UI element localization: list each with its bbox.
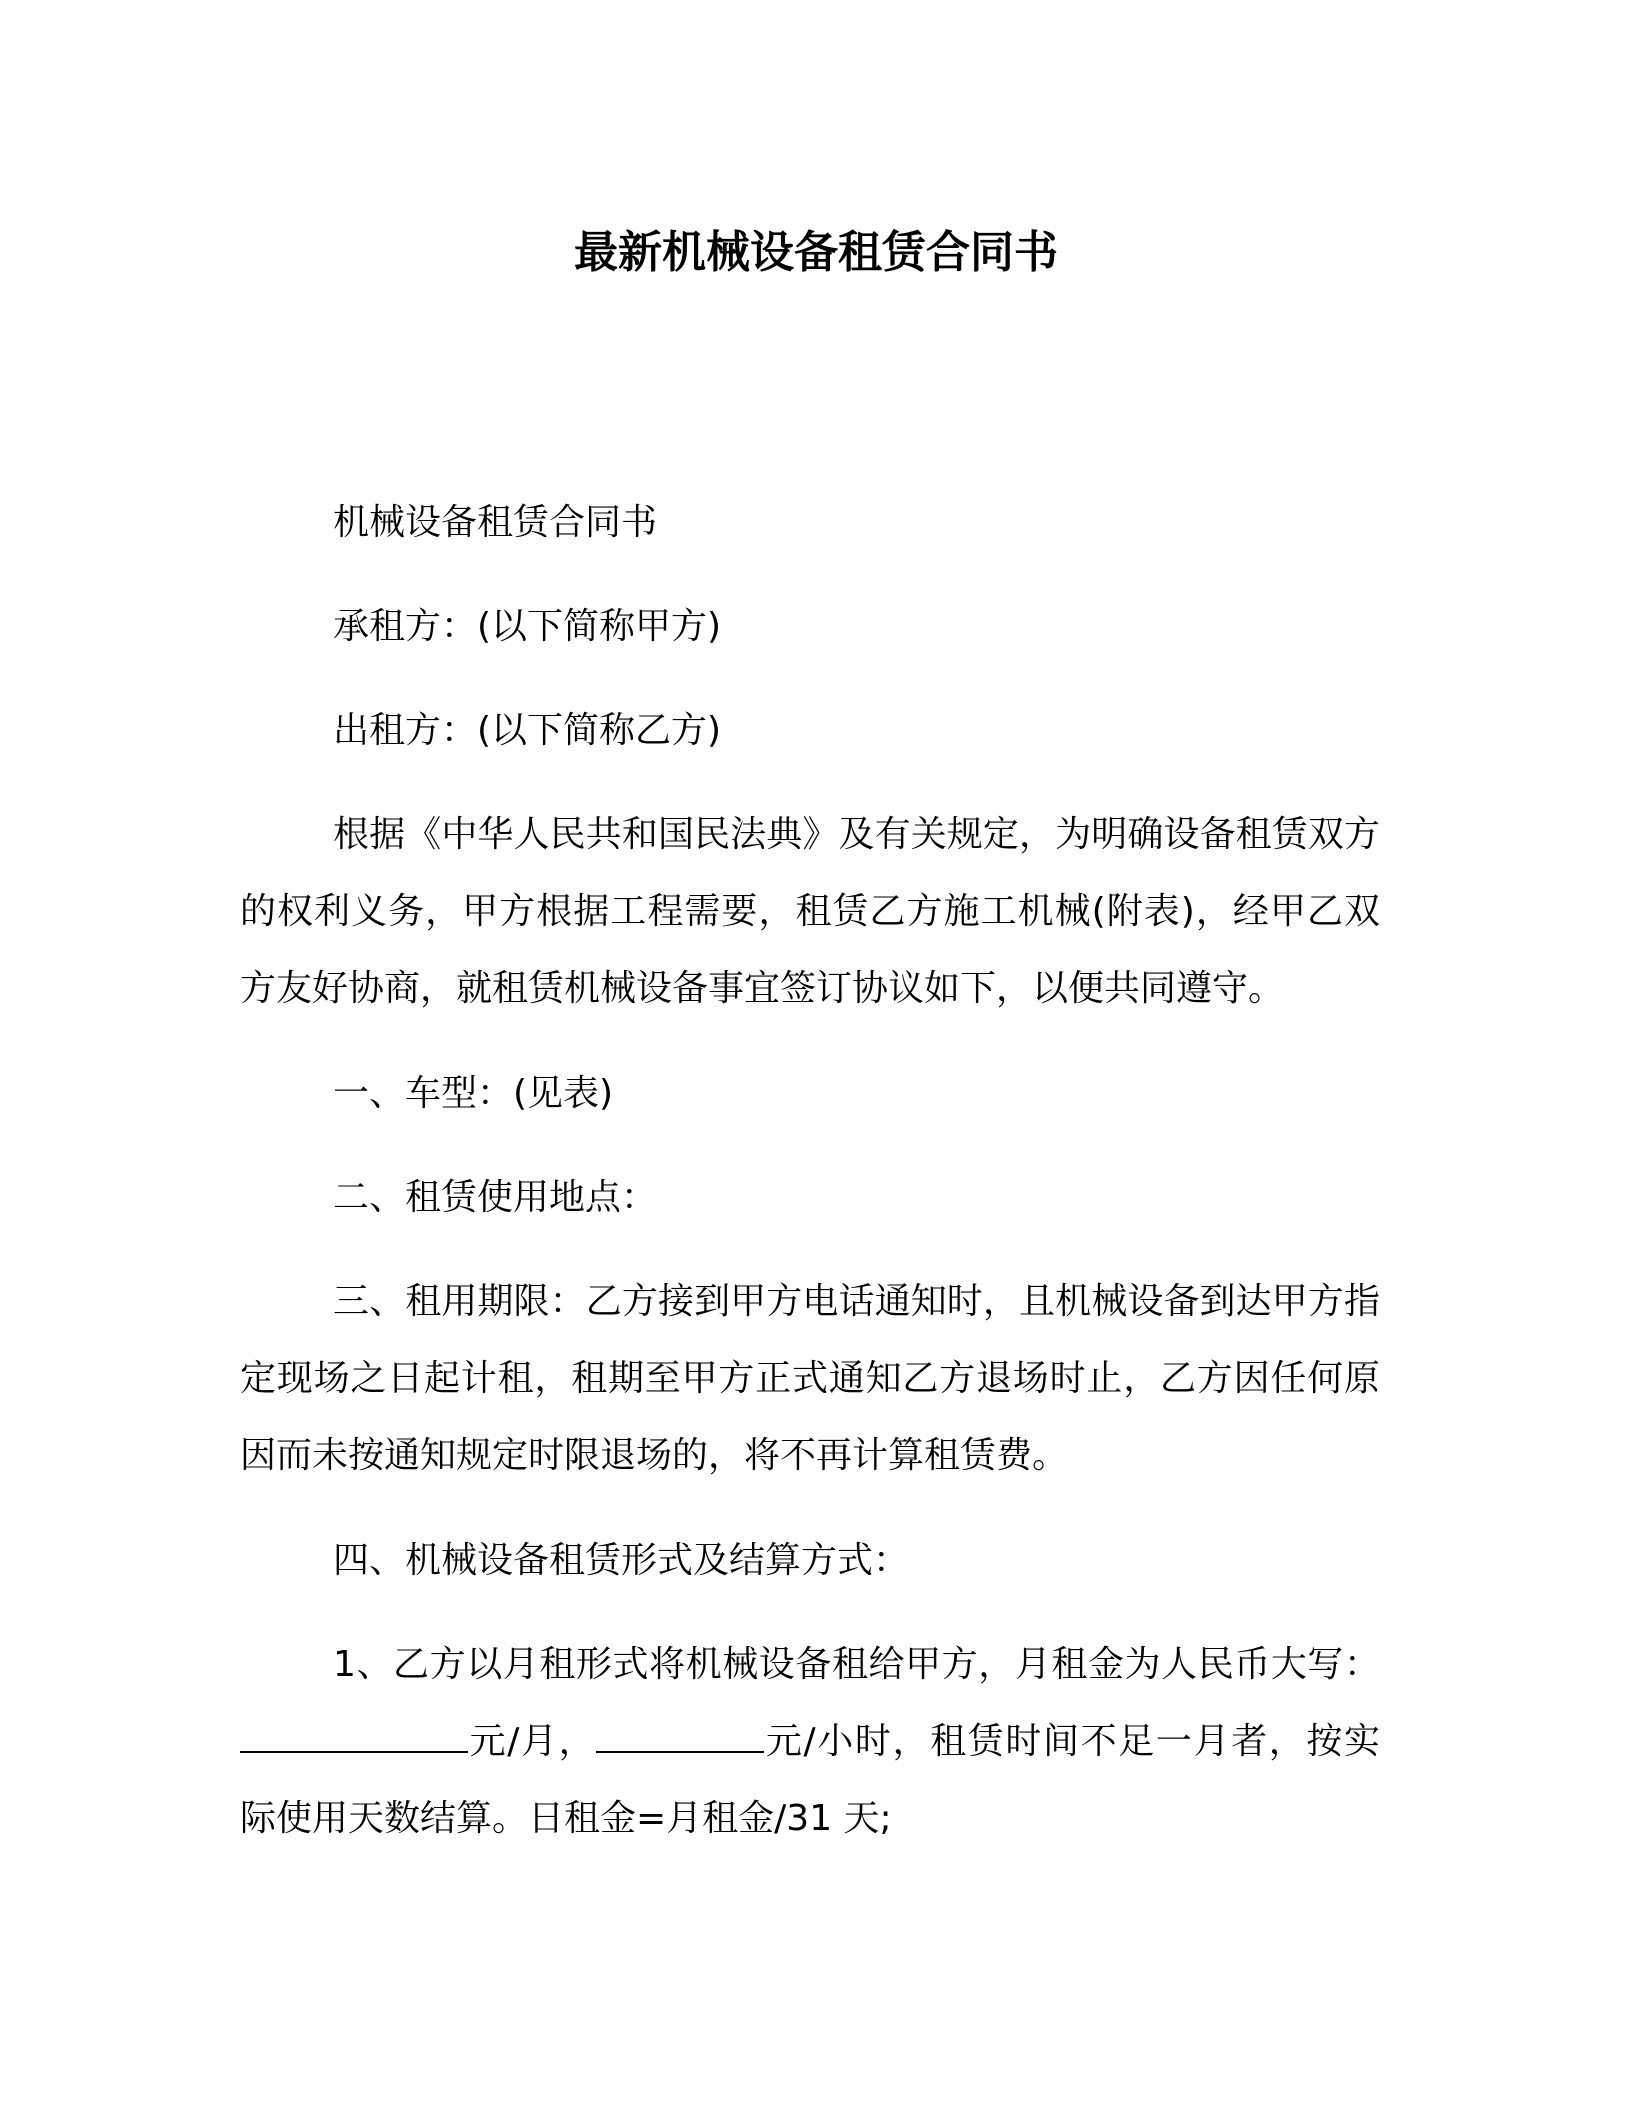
blank-hourly-amount bbox=[596, 1717, 764, 1753]
clause-1-unit-hour: 元/小时，租赁时间不足一月者，按实际使用天数结算。日租金=月租金/31 天; bbox=[240, 1721, 1380, 1839]
paragraph-lessor: 出租方：(以下简称乙方) bbox=[333, 710, 722, 751]
paragraph-location: 二、租赁使用地点： bbox=[333, 1177, 658, 1218]
clause-1-lead: 1、乙方以月租形式将机械设备租给甲方，月租金为人民币大写： bbox=[333, 1644, 1380, 1685]
blank-monthly-amount bbox=[240, 1717, 468, 1753]
clause-1-unit-month: 元/月， bbox=[468, 1721, 597, 1762]
paragraph-clause-1 bbox=[240, 1626, 1380, 1857]
paragraph-vehicle-type: 一、车型：(见表) bbox=[333, 1073, 614, 1114]
paragraph-lessee: 承租方：(以下简称甲方) bbox=[333, 606, 722, 647]
paragraph-contract-name: 机械设备租赁合同书 bbox=[333, 502, 658, 543]
document-title: 最新机械设备租赁合同书 bbox=[574, 227, 1058, 278]
paragraph-preamble: 根据《中华人民共和国民法典》及有关规定，为明确设备租赁双方的权利义务，甲方根据工程需要，租赁乙方施工机械(附表)，经甲乙双方友好协商，就租赁机械设备事宜签订协议如下，以便共同遵守。 bbox=[240, 814, 1380, 1009]
paragraph-settlement-heading: 四、机械设备租赁形式及结算方式： bbox=[333, 1540, 910, 1581]
document-body bbox=[240, 484, 1380, 1885]
paragraph-term: 三、租用期限：乙方接到甲方电话通知时，且机械设备到达甲方指定现场之日起计租，租期至甲方正式通知乙方退场时止，乙方因任何原因而未按通知规定时限退场的，将不再计算租赁费。 bbox=[240, 1281, 1380, 1476]
